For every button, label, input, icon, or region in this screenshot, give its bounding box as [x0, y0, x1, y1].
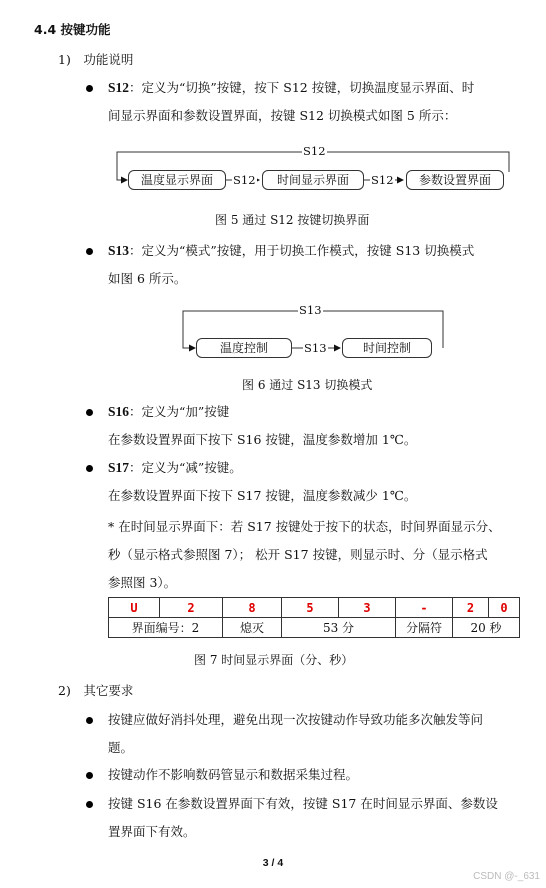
- fig7-digit: 8: [223, 598, 282, 618]
- req1-line1: 按键应做好消抖处理，避免出现一次按键动作导致功能多次触发等问: [108, 712, 484, 727]
- fig7-label: 界面编号：2: [109, 618, 223, 638]
- fig7-digit: 2: [453, 598, 489, 618]
- fig7-digit-row: [109, 598, 520, 618]
- fig7-label: 53 分: [282, 618, 396, 638]
- s13-text-line2: 如图 6 所示。: [108, 271, 187, 286]
- fig7-label: 熄灭: [223, 618, 282, 638]
- fig5-box-time-display: 时间显示界面: [262, 170, 364, 190]
- fig5-arrow2-label: S12: [371, 173, 394, 187]
- subsection-1-title: 1) 功能说明: [58, 52, 134, 67]
- fig7-digit: 3: [339, 598, 396, 618]
- note-paragraph: [108, 513, 501, 597]
- section-heading: 4.4 按键功能: [34, 22, 111, 37]
- s17-text-line2: 在参数设置界面下按下 S17 按键，温度参数减少 1℃。: [108, 488, 417, 503]
- req3-line2: 置界面下有效。: [108, 824, 196, 839]
- note-line1: * 在时间显示界面下：若 S17 按键处于按下的状态，时间界面显示分、: [108, 519, 501, 534]
- fig7-digit: U: [109, 598, 160, 618]
- s17-key-label: S17: [108, 460, 130, 475]
- note-line3: 参照图 3）。: [108, 575, 177, 590]
- s16-text-line1: ：定义为“加”按键: [129, 404, 230, 419]
- fig7-digit: -: [396, 598, 453, 618]
- fig6-arrow-label: S13: [304, 341, 327, 355]
- fig7-digit: 0: [489, 598, 520, 618]
- fig5-box-param-setting: 参数设置界面: [406, 170, 504, 190]
- fig5-caption: 图 5 通过 S12 按键切换界面: [215, 213, 370, 227]
- req2-line: 按键动作不影响数码管显示和数据采集过程。: [108, 767, 359, 782]
- req1-paragraph: [108, 706, 483, 762]
- req2-paragraph: [108, 761, 358, 789]
- fig7-digit: 2: [160, 598, 223, 618]
- req3-paragraph: [108, 790, 498, 846]
- s13-paragraph: [108, 237, 474, 293]
- bullet-icon: [86, 801, 93, 808]
- fig7-label: 20 秒: [453, 618, 520, 638]
- fig6-caption: 图 6 通过 S13 切换模式: [242, 378, 373, 392]
- fig7-caption: 图 7 时间显示界面（分、秒）: [194, 653, 354, 667]
- bullet-icon: [86, 248, 93, 255]
- note-line2: 秒（显示格式参照图 7）； 松开 S17 按键，则显示时、分（显示格式: [108, 547, 488, 562]
- s12-text-line1: ：定义为“切换”按键，按下 S12 按键，切换温度显示界面、时: [129, 80, 475, 95]
- s13-text-line1: ：定义为“模式”按键，用于切换工作模式，按键 S13 切换模式: [129, 243, 475, 258]
- s16-key-label: S16: [108, 404, 130, 419]
- fig5-box-temperature-display: 温度显示界面: [128, 170, 226, 190]
- s17-paragraph: [108, 454, 416, 510]
- req3-line1: 按键 S16 在参数设置界面下有效，按键 S17 在时间显示界面、参数设: [108, 796, 498, 811]
- s17-text-line1: ：定义为“减”按键。: [129, 460, 242, 475]
- bullet-icon: [86, 465, 93, 472]
- bullet-icon: [86, 409, 93, 416]
- s12-text-line2: 间显示界面和参数设置界面，按键 S12 切换模式如图 5 所示：: [108, 108, 457, 123]
- s16-paragraph: [108, 398, 416, 454]
- s12-key-label: S12: [108, 80, 130, 95]
- bullet-icon: [86, 772, 93, 779]
- fig6-box-time-control: 时间控制: [342, 338, 432, 358]
- req1-line2: 题。: [108, 740, 134, 755]
- s13-key-label: S13: [108, 243, 130, 258]
- fig6-loop-label: S13: [299, 303, 322, 317]
- page-number: 3 / 4: [262, 857, 284, 869]
- fig7-digit: 5: [282, 598, 339, 618]
- bullet-icon: [86, 717, 93, 724]
- s16-text-line2: 在参数设置界面下按下 S16 按键，温度参数增加 1℃。: [108, 432, 417, 447]
- fig5-loop-label: S12: [303, 144, 326, 158]
- fig7-label-row: [109, 618, 520, 638]
- watermark: CSDN @-_631: [473, 871, 540, 882]
- fig7-display-table: [108, 597, 520, 638]
- subsection-2-title: 2) 其它要求: [58, 683, 134, 698]
- fig5-arrow1-label: S12: [233, 173, 256, 187]
- fig6-box-temperature-control: 温度控制: [196, 338, 292, 358]
- fig7-label: 分隔符: [396, 618, 453, 638]
